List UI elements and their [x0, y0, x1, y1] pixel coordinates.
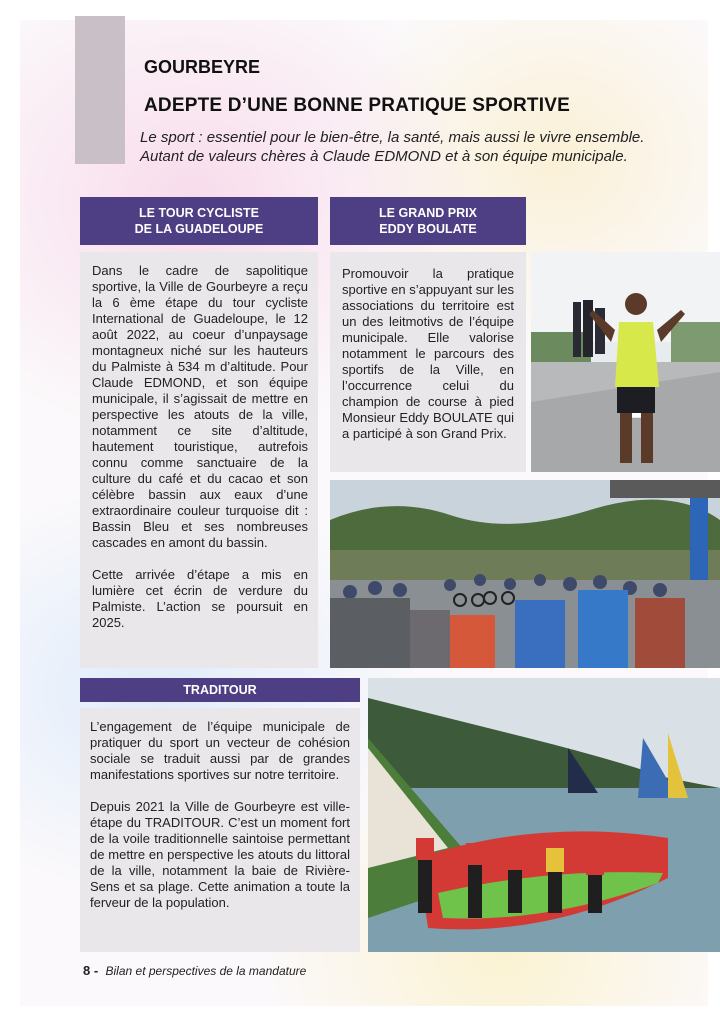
page-footer — [83, 963, 306, 978]
runner-photo — [531, 252, 720, 472]
page-subtitle: ADEPTE D’UNE BONNE PRATIQUE SPORTIVE — [144, 95, 570, 116]
page-title: GOURBEYRE — [144, 57, 261, 77]
traditour-paragraph-2: Depuis 2021 la Ville de Gourbeyre est ville-étape du TRADITOUR. C’est un moment fort de la voile traditionnelle saintoise permettant de mettre en perspective les atouts du littoral de la ville, notamment la baie de Rivière-Sens et sa plage. Cette animation a toute la ferveur de la population. — [90, 799, 350, 910]
sailing-photo-illustration — [368, 678, 720, 952]
grandprix-heading-text: LE GRAND PRIX EDDY BOULATE — [379, 206, 477, 236]
cycling-crowd-photo — [330, 480, 720, 668]
grandprix-paragraph: Promouvoir la pratique sportive en s’appuyant sur les associations du territoire est un des leitmotivs de l’équipe municipale. Elle valorise notamment le parcours des sportifs de la Ville, en l’occurrence celui du champion de course à pied Monsieur Eddy BOULATE qui a participé à son Grand Prix. — [342, 266, 514, 441]
traditour-text-box — [80, 708, 360, 952]
traditour-paragraph-1: L’engagement de l’équipe municipale de pratiquer du sport un vecteur de cohésion sociale se traduit aussi par de grandes manifestations sportives sur notre territoire. — [90, 719, 350, 782]
tour-text-box — [80, 252, 318, 668]
sailing-photo — [368, 678, 720, 952]
tour-heading-text: LE TOUR CYCLISTE DE LA GUADELOUPE — [134, 206, 264, 236]
accent-bar — [75, 16, 125, 164]
grandprix-heading — [330, 197, 526, 245]
cycling-crowd-illustration — [330, 480, 720, 668]
tour-heading — [80, 197, 318, 245]
tour-paragraph-1: Dans le cadre de sapolitique sportive, la Ville de Gourbeyre a reçu la 6 ème étape du tour cycliste International de Guadeloupe, le 12 août 2022, au coeur d’unpaysage montagneux niché sur les hauteurs du Palmiste à 534 m d’altitude. Pour Claude EDMOND, et son équipe municipale, il s’agissait de mettre en perspective les atouts de la ville, notamment ce site d’altitude, hautement touristique, autrefois connu comme sanctuaire de la culture du café et du cacao et son célèbre bassin aux eaux d’une extraordinaire couleur turquoise dit : Bassin Bleu et ses nombreuses cascades en amont du bassin. — [92, 263, 308, 550]
page-number: 8 - — [83, 963, 99, 978]
traditour-heading — [80, 678, 360, 702]
runner-photo-illustration — [531, 252, 720, 472]
footer-text: Bilan et perspectives de la mandature — [105, 964, 307, 978]
tour-paragraph-2: Cette arrivée d’étape a mis en lumière cet écrin de verdure du Palmiste. L’action se poursuit en 2025. — [92, 567, 308, 630]
lead-paragraph: Le sport : essentiel pour le bien-être, la santé, mais aussi le vivre ensemble. Autant de valeurs chères à Claude EDMOND et à son équipe municipale. — [140, 129, 645, 165]
grandprix-text-box — [330, 252, 526, 472]
traditour-heading-text: TRADITOUR — [183, 683, 257, 697]
